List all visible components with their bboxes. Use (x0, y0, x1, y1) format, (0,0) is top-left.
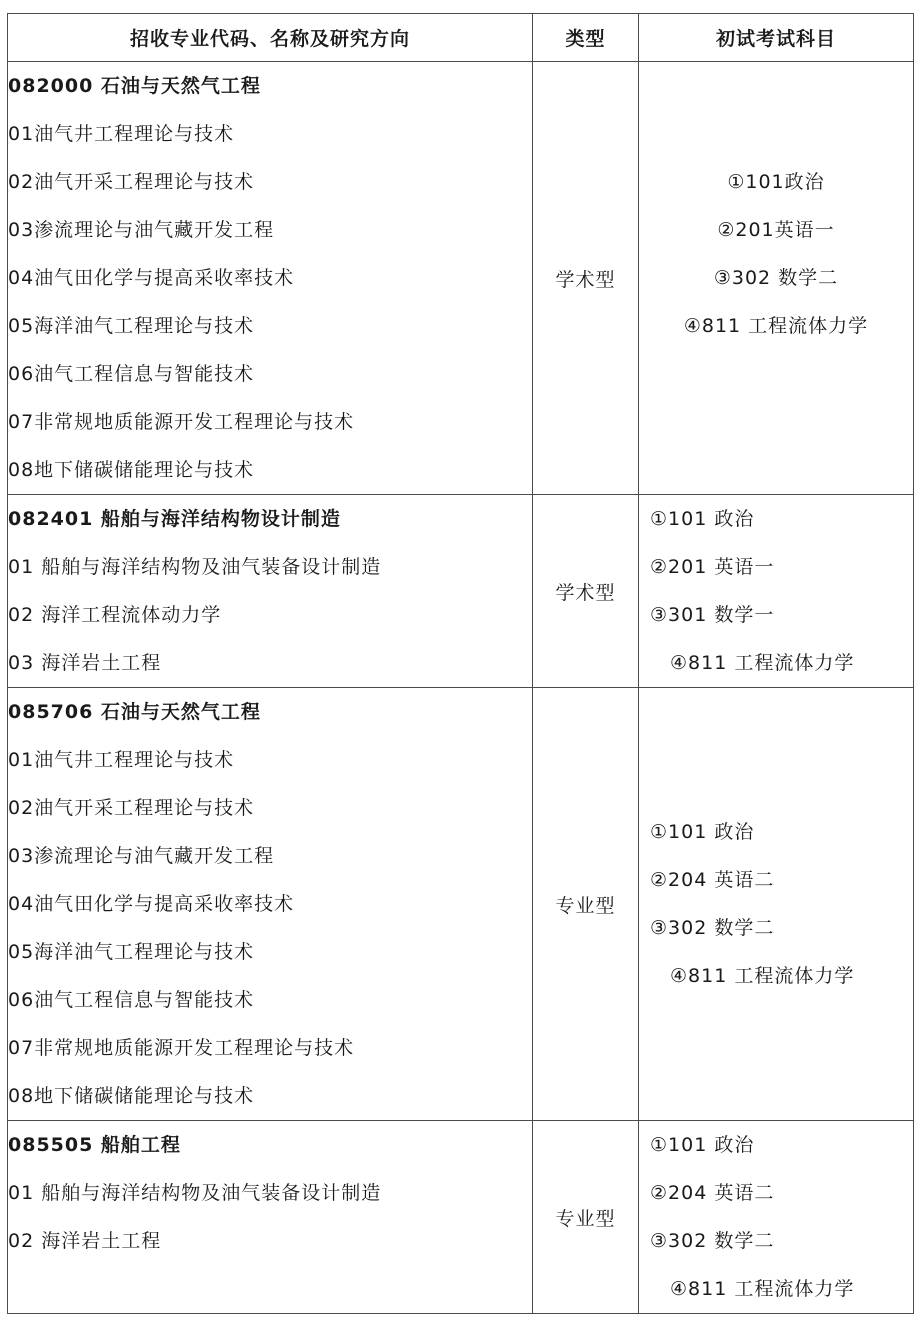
exam-subject: ①101 政治 (650, 1134, 755, 1156)
exam-subject: ③302 数学二 (650, 917, 775, 939)
research-direction: 02 海洋工程流体动力学 (8, 604, 222, 626)
research-direction: 04油气田化学与提高采收率技术 (8, 267, 295, 289)
research-direction: 03 海洋岩土工程 (8, 652, 162, 674)
table-row (8, 1121, 914, 1314)
program-cell (8, 688, 533, 1121)
table-row (8, 495, 914, 688)
research-direction: 01油气井工程理论与技术 (8, 749, 235, 771)
exam-subject: ③302 数学二 (650, 1230, 775, 1252)
exam-subject: ④811 工程流体力学 (670, 1278, 855, 1300)
research-direction: 07非常规地质能源开发工程理论与技术 (8, 411, 355, 433)
program-type: 学术型 (533, 495, 639, 688)
research-direction: 01 船舶与海洋结构物及油气装备设计制造 (8, 1182, 382, 1204)
program-code-title: 085706 石油与天然气工程 (8, 701, 261, 723)
research-direction: 05海洋油气工程理论与技术 (8, 941, 255, 963)
research-direction: 02油气开采工程理论与技术 (8, 797, 255, 819)
program-cell (8, 495, 533, 688)
research-direction: 01油气井工程理论与技术 (8, 123, 235, 145)
header-row (8, 14, 914, 62)
program-type: 专业型 (533, 688, 639, 1121)
program-type: 专业型 (533, 1121, 639, 1314)
research-direction: 06油气工程信息与智能技术 (8, 989, 255, 1011)
program-cell (8, 1121, 533, 1314)
admissions-table (7, 13, 914, 1314)
exam-subjects (639, 495, 914, 688)
table-row (8, 62, 914, 495)
research-direction: 05海洋油气工程理论与技术 (8, 315, 255, 337)
program-code-title: 082401 船舶与海洋结构物设计制造 (8, 508, 341, 530)
exam-subject: ②201 英语一 (650, 556, 775, 578)
exam-subject: ①101 政治 (650, 821, 755, 843)
research-direction: 03渗流理论与油气藏开发工程 (8, 219, 275, 241)
table-row (8, 688, 914, 1121)
exam-subject: ①101政治 (727, 171, 825, 193)
research-direction: 06油气工程信息与智能技术 (8, 363, 255, 385)
research-direction: 08地下储碳储能理论与技术 (8, 459, 255, 481)
research-direction: 08地下储碳储能理论与技术 (8, 1085, 255, 1107)
exam-subject: ①101 政治 (650, 508, 755, 530)
research-direction: 04油气田化学与提高采收率技术 (8, 893, 295, 915)
exam-subject: ④811 工程流体力学 (670, 652, 855, 674)
exam-subjects (639, 1121, 914, 1314)
exam-subjects (639, 688, 914, 1121)
exam-subjects (639, 62, 914, 495)
exam-subject: ②204 英语二 (650, 869, 775, 891)
research-direction: 02 海洋岩土工程 (8, 1230, 162, 1252)
program-cell (8, 62, 533, 495)
program-code-title: 082000 石油与天然气工程 (8, 75, 261, 97)
header-type: 类型 (533, 14, 639, 62)
program-code-title: 085505 船舶工程 (8, 1134, 181, 1156)
exam-subject: ②204 英语二 (650, 1182, 775, 1204)
exam-subject: ④811 工程流体力学 (670, 965, 855, 987)
header-exams: 初试考试科目 (639, 14, 914, 62)
program-type: 学术型 (533, 62, 639, 495)
research-direction: 07非常规地质能源开发工程理论与技术 (8, 1037, 355, 1059)
exam-subject: ④811 工程流体力学 (683, 315, 869, 337)
header-programs: 招收专业代码、名称及研究方向 (8, 14, 533, 62)
exam-subject: ③301 数学一 (650, 604, 775, 626)
research-direction: 02油气开采工程理论与技术 (8, 171, 255, 193)
research-direction: 03渗流理论与油气藏开发工程 (8, 845, 275, 867)
exam-subject: ③302 数学二 (713, 267, 839, 289)
research-direction: 01 船舶与海洋结构物及油气装备设计制造 (8, 556, 382, 578)
exam-subject: ②201英语一 (717, 219, 835, 241)
